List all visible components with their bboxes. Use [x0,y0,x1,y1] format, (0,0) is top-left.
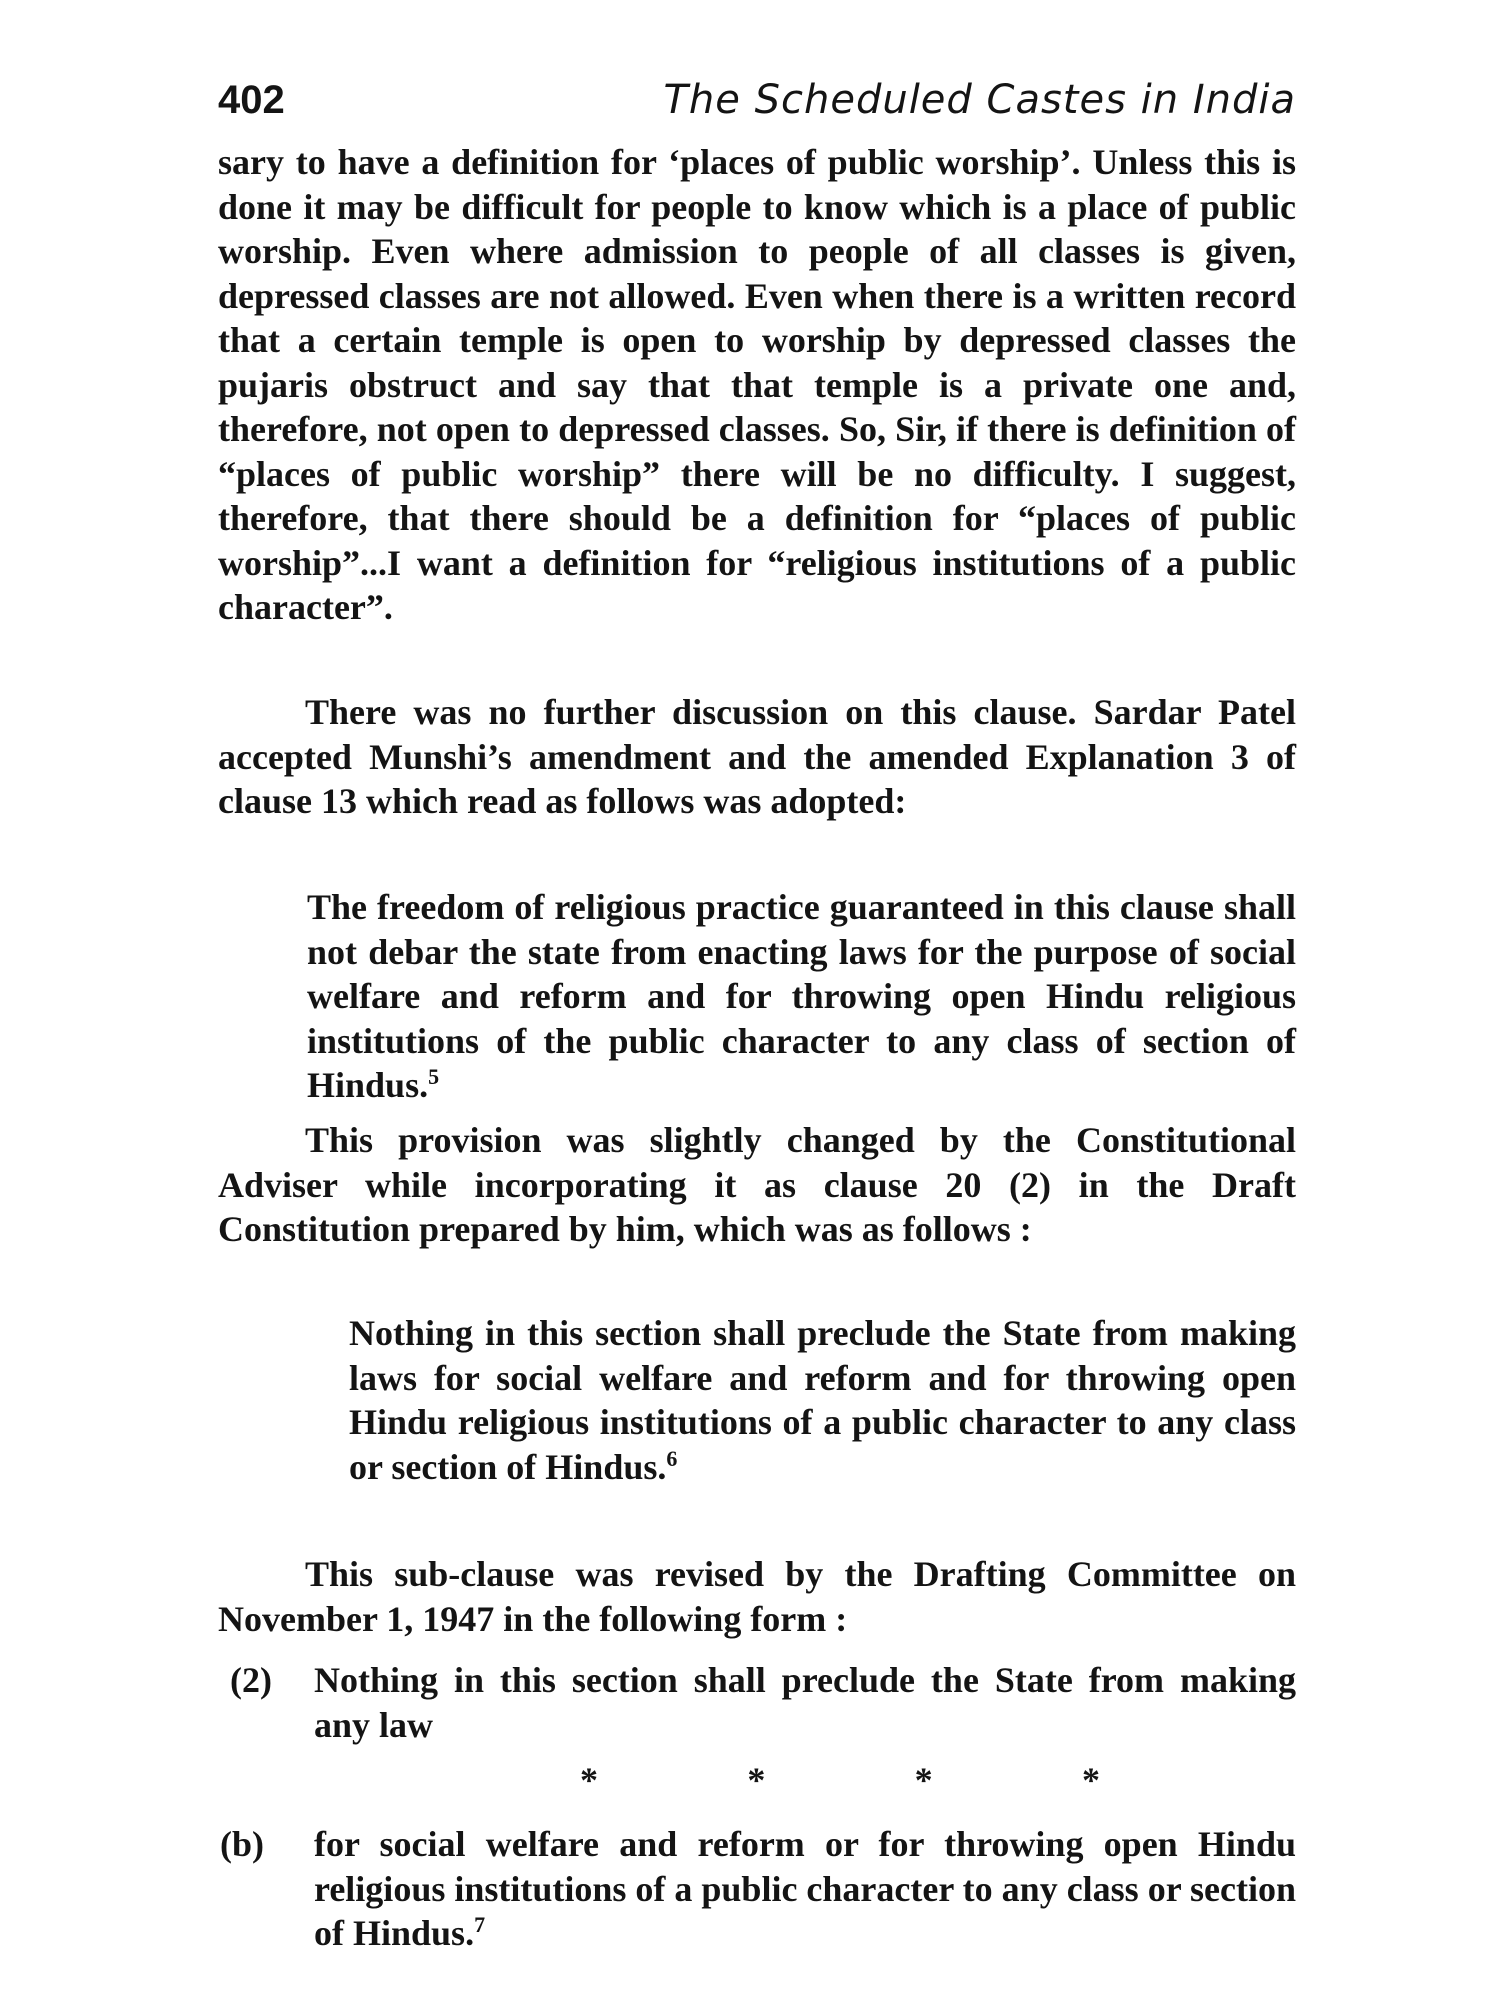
paragraph-4: This sub-clause was revised by the Drafting Committee on November 1, 1947 in the following form : [218,1554,1296,1639]
subclause-b [314,1822,1296,1956]
subclause-b-text: for social welfare and reform or for throwing open Hindu religious institutions of a public character to any class or section of Hindus. [314,1824,1297,1953]
block-quote-2 [349,1311,1296,1489]
asterisk: * [914,1760,933,1800]
paragraph-2: There was no further discussion on this clause. Sardar Patel accepted Munshi’s amendment and the amended Explanation 3 of clause 13 which read as follows was adopted: [218,692,1296,821]
subclause-b-label: (b) [220,1824,264,1864]
asterisk: * [1081,1760,1100,1800]
footnote-marker-6: 6 [666,1445,678,1471]
block-quote-1 [307,885,1296,1108]
paragraph-3: This provision was slightly changed by the Constitutional Adviser while incorporating it as clause 20 (2) in the Draft Constitution prepared by him, which was as follows : [218,1120,1296,1249]
block-quote-1-text: The freedom of religious practice guaranteed in this clause shall not debar the state from enacting laws for the purpose of social welfare and reform and for throwing open Hindu religious institutions of the public character to any class of section of Hindus. [307,887,1296,1105]
paragraph-1: sary to have a definition for ‘places of public worship’. Unless this is done it may be difficult for people to know which is a place of public worship. Even where admission to people of all classes is given, depressed classes are not allowed. Even when there is a written record that a certain temple is open to worship by depressed classes the pujaris obstruct and say that that temple is a private one and, therefore, not open to depressed classes. So, Sir, if there is definition of “places of public worship” there will be no difficulty. I suggest, therefore, that there should be a definition for “places of public worship”...I want a definition for “religious institutions of a public character”. [218,142,1296,627]
subclause-2-text: Nothing in this section shall preclude the State from making any law [314,1660,1296,1745]
omission-asterisks [580,1760,1100,1800]
asterisk: * [747,1760,766,1800]
block-quote-2-text: Nothing in this section shall preclude the State from making laws for social welfare and reform and for throwing open Hindu religious institutions of a public character to any class or section of Hindus. [349,1313,1296,1487]
page-header [218,72,1296,128]
page-number: 402 [218,78,285,122]
footnote-marker-7: 7 [474,1912,486,1937]
footnote-marker-5: 5 [428,1064,440,1089]
running-title: The Scheduled Castes in India [663,77,1296,123]
asterisk: * [580,1760,598,1800]
subclause-2-label: (2) [230,1660,272,1700]
